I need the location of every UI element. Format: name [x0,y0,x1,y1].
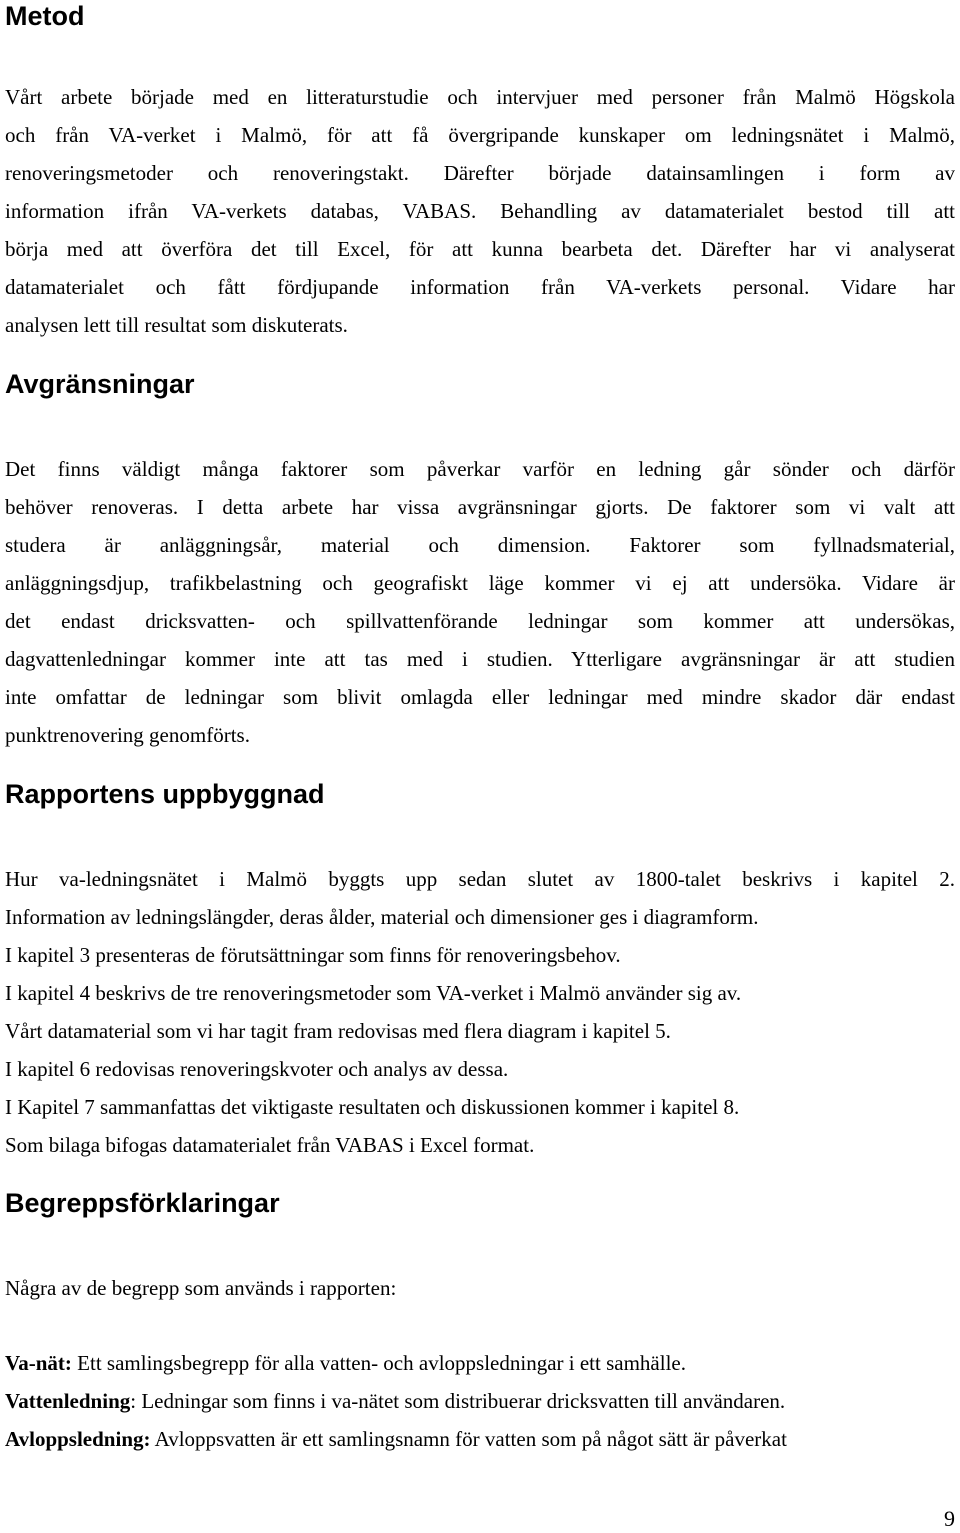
text-line: punktrenovering genomförts. [5,723,250,747]
text-line: det endast dricksvatten- och spillvattenförande ledningar som kommer att undersökas, [5,609,955,633]
text-line: renoveringsmetoder och renoveringstakt. Därefter började datainsamlingen i form av [5,161,955,185]
text-line: I kapitel 6 redovisas renoveringskvoter och analys av dessa. [5,1057,509,1081]
text-line: börja med att överföra det till Excel, för att kunna bearbeta det. Därefter har vi analyserat [5,237,955,261]
text-line: och från VA-verket i Malmö, för att få övergripande kunskaper om ledningsnätet i Malmö, [5,123,955,147]
paragraph-begrepp-intro [5,1269,955,1307]
text-line: I kapitel 3 presenteras de förutsättningar som finns för renoveringsbehov. [5,943,621,967]
definition-item [5,1344,955,1382]
text-line: I kapitel 4 beskrivs de tre renoveringsmetoder som VA-verket i Malmö använder sig av. [5,981,742,1005]
text-line: Det finns väldigt många faktorer som påverkar varför en ledning går sönder och därför [5,457,955,481]
definition-item [5,1420,955,1458]
definition-item [5,1382,955,1420]
text-line: datamaterialet och fått fördjupande information från VA-verkets personal. Vidare har [5,275,955,299]
heading-avgransningar: Avgränsningar [5,369,195,399]
text-line: Vårt datamaterial som vi har tagit fram redovisas med flera diagram i kapitel 5. [5,1019,671,1043]
text-line: inte omfattar de ledningar som blivit omlagda eller ledningar med mindre skador där endast [5,685,955,709]
text-line: Hur va-ledningsnätet i Malmö byggts upp sedan slutet av 1800-talet beskrivs i kapitel 2. [5,867,955,891]
text-line: information ifrån VA-verkets databas, VABAS. Behandling av datamaterialet bestod till att [5,199,955,223]
text-line: studera är anläggningsår, material och dimension. Faktorer som fyllnadsmaterial, [5,533,955,557]
text-line: Information av ledningslängder, deras ålder, material och dimensioner ges i diagramform. [5,905,759,929]
definition-term: Va-nät: [5,1351,72,1375]
heading-rapportens-uppbyggnad: Rapportens uppbyggnad [5,779,325,809]
paragraph-avgransningar [5,450,955,754]
page-number: 9 [944,1506,955,1531]
definition-text: : Ledningar som finns i va-nätet som distribuerar dricksvatten till användaren. [130,1389,786,1413]
text-line: Som bilaga bifogas datamaterialet från VABAS i Excel format. [5,1133,535,1157]
definition-term: Vattenledning [5,1389,131,1413]
text-line: analysen lett till resultat som diskuterats. [5,313,348,337]
text-line: dagvattenledningar kommer inte att tas med i studien. Ytterligare avgränsningar är att studien [5,647,955,671]
paragraph-rapportens-uppbyggnad [5,860,955,1164]
paragraph-metod [5,78,955,344]
text-line: Vårt arbete började med en litteraturstudie och intervjuer med personer från Malmö Högskola [5,85,955,109]
text-line: behöver renoveras. I detta arbete har vissa avgränsningar gjorts. De faktorer som vi valt att [5,495,955,519]
definition-list [5,1344,955,1458]
definition-term: Avloppsledning: [5,1427,151,1451]
text-line: anläggningsdjup, trafikbelastning och geografiskt läge kommer vi ej att undersöka. Vidare är [5,571,955,595]
definition-text: Ett samlingsbegrepp för alla vatten- och avloppsledningar i ett samhälle. [71,1351,686,1375]
heading-metod: Metod [5,1,85,31]
text-line: Några av de begrepp som används i rapporten: [5,1276,397,1300]
definition-text: Avloppsvatten är ett samlingsnamn för vatten som på något sätt är påverkat [150,1427,787,1451]
text-line: I Kapitel 7 sammanfattas det viktigaste resultaten och diskussionen kommer i kapitel 8. [5,1095,740,1119]
heading-begreppsforklaringar: Begreppsförklaringar [5,1188,280,1218]
